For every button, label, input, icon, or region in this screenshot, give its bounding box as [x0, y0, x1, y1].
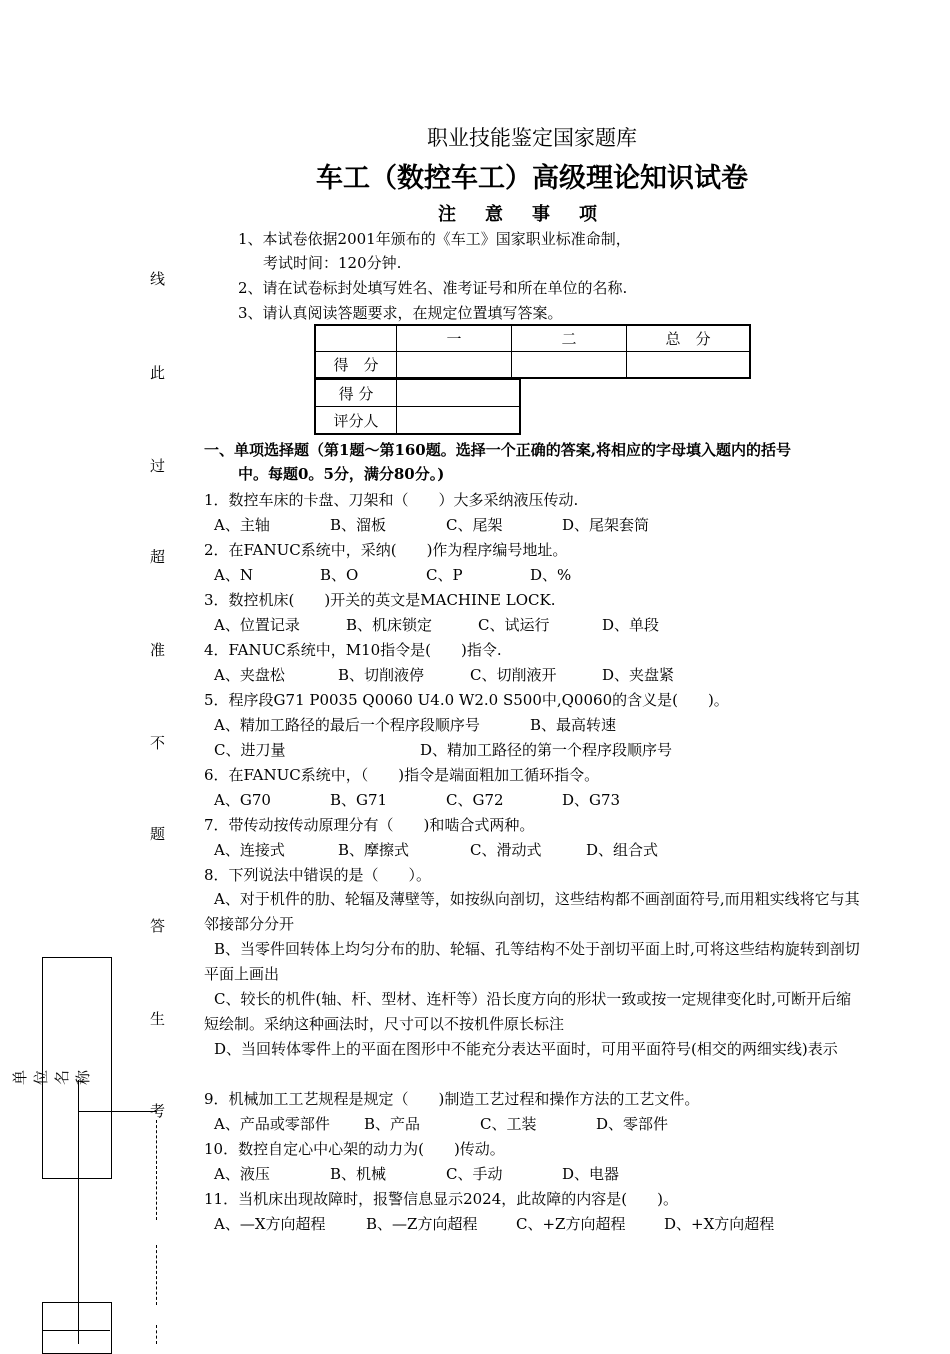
- binding-char: 过: [150, 457, 166, 475]
- option-b[interactable]: B、切削液停: [338, 666, 425, 684]
- option-a[interactable]: A、—X方向超程: [214, 1215, 326, 1233]
- option-a[interactable]: A、连接式: [214, 841, 285, 859]
- question-7-options: [214, 838, 658, 863]
- option-c[interactable]: C、+Z方向超程: [516, 1215, 626, 1233]
- question-7: 7．带传动按传动原理分有（ )和啮合式两种。: [204, 816, 535, 834]
- option-b[interactable]: B、产品: [364, 1115, 421, 1133]
- option-b[interactable]: B、机械: [330, 1165, 387, 1183]
- binding-char: 生: [150, 1010, 166, 1028]
- seal-dashed-line: [156, 1325, 157, 1344]
- binding-char: 不: [150, 734, 166, 752]
- question-1-options: [214, 513, 649, 538]
- question-4: 4．FANUC系统中，M10指令是( )指令.: [204, 641, 502, 659]
- question-5-options-row2: [214, 738, 672, 763]
- unit-name-label: 单位名称: [11, 1061, 92, 1085]
- binding-char: 答: [150, 917, 166, 935]
- question-5-options-row1: [214, 713, 616, 738]
- score-table: [314, 324, 751, 379]
- option-d[interactable]: D、夹盘紧: [602, 666, 675, 684]
- binding-char: 线: [150, 270, 166, 288]
- note-3: 3、请认真阅读答题要求，在规定位置填写答案。: [238, 304, 563, 322]
- candidate-info-box: [42, 1302, 112, 1354]
- score-cell-2[interactable]: [512, 352, 627, 379]
- option-a[interactable]: A、位置记录: [214, 616, 300, 634]
- question-2: 2．在FANUC系统中，采纳( )作为程序编号地址。: [204, 541, 568, 559]
- option-a[interactable]: A、液压: [214, 1165, 270, 1183]
- option-b[interactable]: B、机床锁定: [346, 616, 433, 634]
- binding-char: 此: [150, 364, 166, 382]
- option-a[interactable]: A、夹盘松: [214, 666, 285, 684]
- score-header-total: 总 分: [627, 325, 751, 352]
- option-c[interactable]: C、进刀量: [214, 741, 286, 759]
- option-b[interactable]: B、摩擦式: [338, 841, 410, 859]
- option-b[interactable]: B、最高转速: [530, 716, 617, 734]
- question-8-option-c[interactable]: C、较长的机件(轴、杆、型材、连杆等）沿长度方向的形状一致或按一定规律变化时,可断开后缩短绘制。采纳这种画法时，尺寸可以不按机件原长标注: [204, 990, 852, 1033]
- grader-score-cell[interactable]: [397, 379, 521, 407]
- question-8: 8．下列说法中错误的是（ ）。: [204, 866, 432, 884]
- score-cell-1[interactable]: [397, 352, 512, 379]
- exam-bank-title: 职业技能鉴定国家题库: [427, 126, 637, 150]
- option-a[interactable]: A、产品或零部件: [214, 1115, 330, 1133]
- question-3-options: [214, 613, 659, 638]
- option-a[interactable]: A、主轴: [214, 516, 270, 534]
- option-b[interactable]: B、—Z方向超程: [366, 1215, 478, 1233]
- note-1-time: 考试时间：120分钟.: [263, 254, 402, 272]
- section-1-heading-cont: 中。每题0。5分，满分80分。): [238, 465, 445, 483]
- section-1-heading: 一、单项选择题（第1题～第160题。选择一个正确的答案,将相应的字母填入题内的括号: [204, 441, 791, 459]
- option-b[interactable]: B、溜板: [330, 516, 387, 534]
- note-1: 1、本试卷依据2001年颁布的《车工》国家职业标准命制，: [238, 230, 631, 248]
- question-2-options: [214, 563, 571, 588]
- grader-cell[interactable]: [397, 407, 521, 435]
- seal-dashed-line: [156, 1120, 157, 1220]
- option-c[interactable]: C、手动: [446, 1165, 503, 1183]
- score-header-2: 二: [512, 325, 627, 352]
- option-a[interactable]: A、精加工路径的最后一个程序段顺序号: [214, 716, 480, 734]
- question-11-options: [214, 1212, 774, 1237]
- option-c[interactable]: C、工装: [480, 1115, 537, 1133]
- score-header-1: 一: [397, 325, 512, 352]
- binding-char: 准: [150, 641, 166, 659]
- seal-dashed-line: [156, 1245, 157, 1305]
- question-10: 10．数控自定心中心架的动力为( )传动。: [204, 1140, 505, 1158]
- question-3: 3．数控机床( )开关的英文是MACHINE LOCK.: [204, 591, 556, 609]
- option-c[interactable]: C、尾架: [446, 516, 503, 534]
- grader-table: [314, 378, 521, 435]
- question-5: 5．程序段G71 P0035 Q0060 U4.0 W2.0 S500中,Q0060的含义是( )。: [204, 691, 729, 709]
- question-8-option-a[interactable]: A、对于机件的肋、轮辐及薄壁等，如按纵向剖切，这些结构都不画剖面符号,而用粗实线将它与其邻接部分分开: [204, 890, 860, 933]
- question-10-options: [214, 1162, 619, 1187]
- exam-paper-title: 车工（数控车工）高级理论知识试卷: [316, 163, 748, 194]
- option-a[interactable]: A、G70: [214, 791, 271, 809]
- question-11: 11．当机床出现故障时，报警信息显示2024，此故障的内容是( )。: [204, 1190, 678, 1208]
- option-a[interactable]: A、N: [214, 566, 253, 584]
- option-c[interactable]: C、G72: [446, 791, 504, 809]
- option-d[interactable]: D、尾架套筒: [562, 516, 650, 534]
- option-c[interactable]: C、滑动式: [470, 841, 542, 859]
- question-8-option-b[interactable]: B、当零件回转体上均匀分布的肋、轮辐、孔等结构不处于剖切平面上时,可将这些结构旋转到剖切平面上画出: [204, 940, 860, 983]
- option-d[interactable]: D、+X方向超程: [664, 1215, 775, 1233]
- option-d[interactable]: D、电器: [562, 1165, 620, 1183]
- name-underline: [78, 1111, 156, 1112]
- option-d[interactable]: D、组合式: [586, 841, 659, 859]
- grader-label: 评分人: [315, 407, 397, 435]
- option-b[interactable]: B、G71: [330, 791, 388, 809]
- option-c[interactable]: C、P: [426, 566, 463, 584]
- question-9: 9．机械加工工艺规程是规定（ )制造工艺过程和操作方法的工艺文件。: [204, 1090, 700, 1108]
- option-c[interactable]: C、切削液开: [470, 666, 557, 684]
- binding-char: 题: [150, 825, 166, 843]
- option-d[interactable]: D、零部件: [596, 1115, 669, 1133]
- option-d[interactable]: D、G73: [562, 791, 621, 809]
- question-1: 1．数控车床的卡盘、刀架和（ ）大多采纳液压传动.: [204, 491, 579, 509]
- question-6-options: [214, 788, 620, 813]
- score-cell-total[interactable]: [627, 352, 751, 379]
- score-row-label: 得 分: [315, 352, 397, 379]
- grader-score-label: 得 分: [315, 379, 397, 407]
- candidate-info-line: [42, 1330, 110, 1331]
- option-d[interactable]: D、精加工路径的第一个程序段顺序号: [420, 741, 673, 759]
- question-4-options: [214, 663, 674, 688]
- option-d[interactable]: D、%: [530, 566, 572, 584]
- notice-heading: 注意事项: [438, 204, 626, 225]
- question-8-option-d[interactable]: D、当回转体零件上的平面在图形中不能充分表达平面时，可用平面符号(相交的两细实线)表示: [214, 1040, 838, 1058]
- binding-char: 考: [150, 1102, 166, 1120]
- question-6: 6．在FANUC系统中，（ )指令是端面粗加工循环指令。: [204, 766, 600, 784]
- binding-char: 超: [150, 548, 166, 566]
- note-2: 2、请在试卷标封处填写姓名、准考证号和所在单位的名称.: [238, 279, 628, 297]
- option-d[interactable]: D、单段: [602, 616, 660, 634]
- question-9-options: [214, 1112, 668, 1137]
- option-c[interactable]: C、试运行: [478, 616, 550, 634]
- option-b[interactable]: B、O: [320, 566, 359, 584]
